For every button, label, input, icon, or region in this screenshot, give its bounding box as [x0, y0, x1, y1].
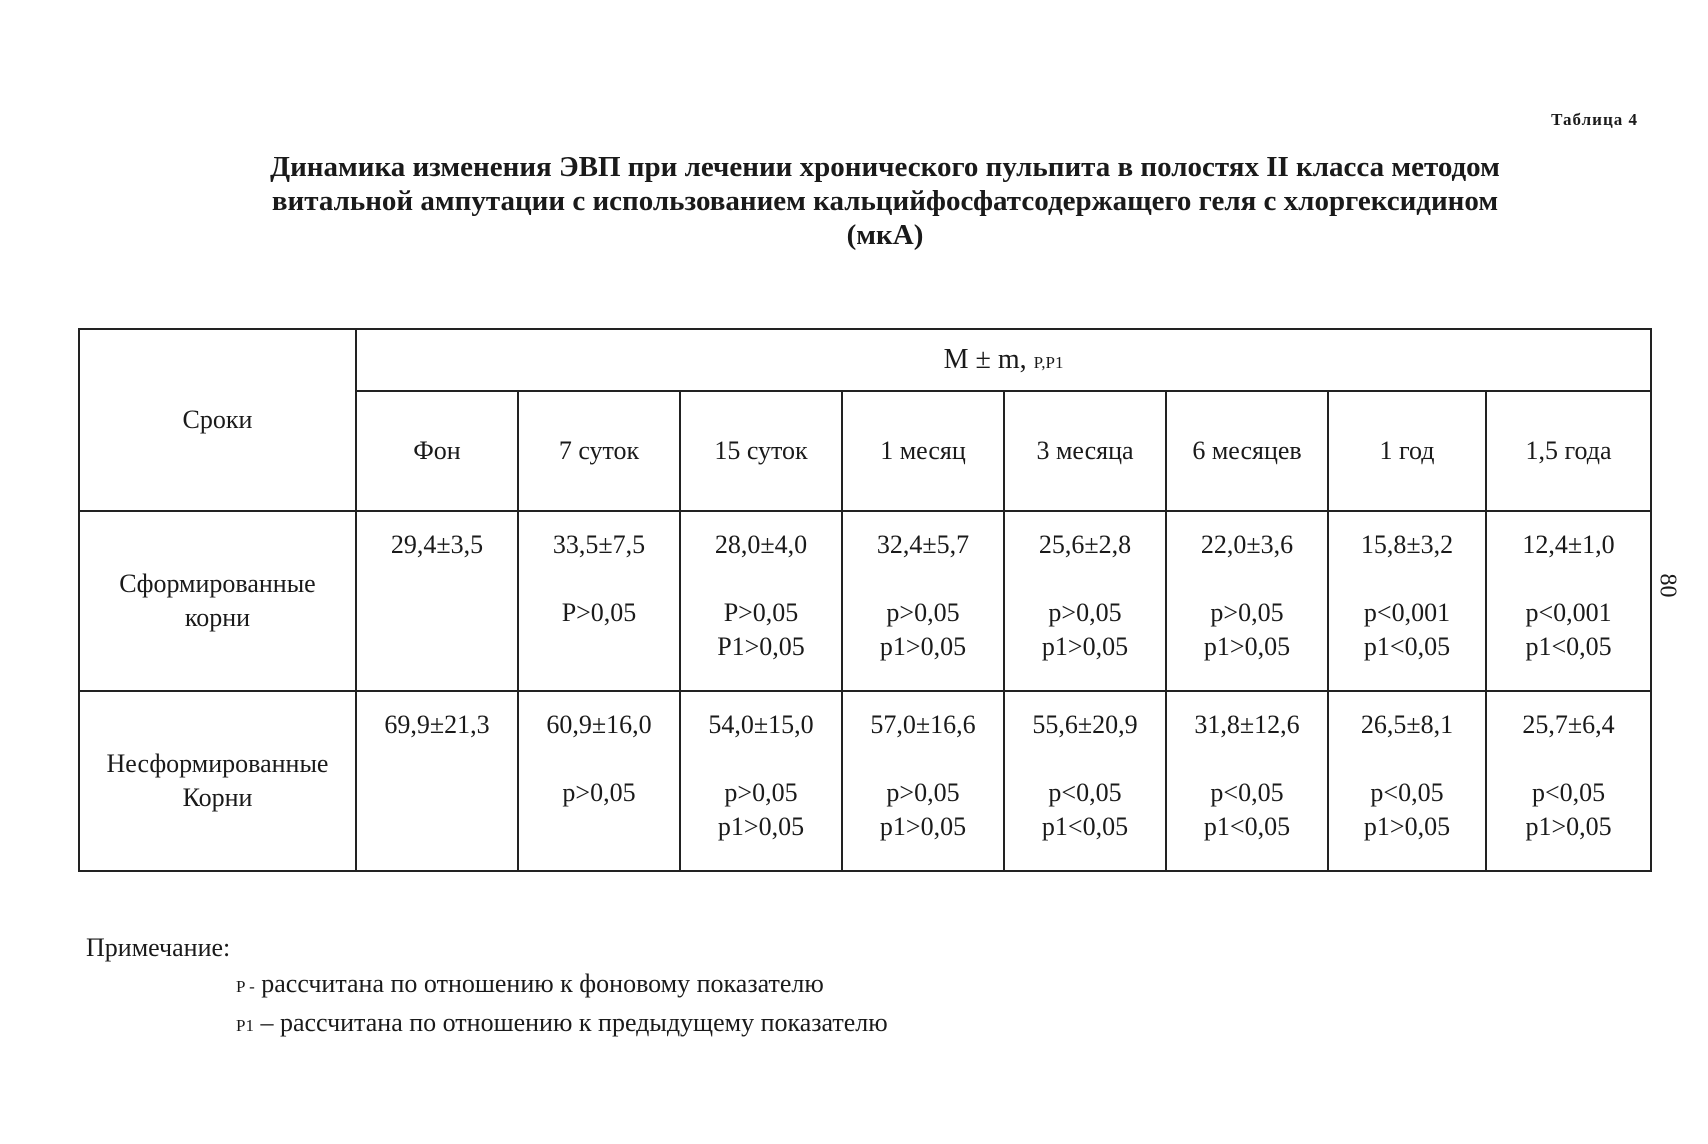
mean-value: 54,0±15,0 [708, 710, 814, 739]
mean-value: 25,6±2,8 [1038, 530, 1132, 559]
note-symbol: P - [236, 977, 255, 996]
table-row [79, 691, 1651, 871]
table-number: Таблица 4 [1551, 110, 1638, 129]
mean-value: 60,9±16,0 [546, 710, 652, 739]
p-value: P>0,05 [561, 598, 637, 627]
stat-header-label: M ± m, [943, 344, 1027, 375]
mean-value: 57,0±16,6 [870, 710, 976, 739]
p1-value: p1>0,05 [1525, 812, 1612, 841]
p1-value: P1>0,05 [717, 632, 805, 661]
p-value: p<0,001 [1363, 598, 1451, 627]
p1-value: p1<0,05 [1525, 632, 1612, 661]
p1-value: p1>0,05 [1203, 632, 1291, 661]
notes-section [86, 930, 888, 1044]
p1-value: p1>0,05 [879, 812, 967, 841]
p1-value: p1>0,05 [717, 812, 805, 841]
mean-value: 28,0±4,0 [714, 530, 808, 559]
column-header: 1 год [1328, 391, 1486, 511]
data-cell [680, 511, 842, 691]
mean-value: 22,0±3,6 [1200, 530, 1294, 559]
column-header: Фон [356, 391, 518, 511]
notes-heading: Примечание: [86, 933, 231, 962]
data-cell [356, 691, 518, 871]
mean-value: 15,8±3,2 [1360, 530, 1454, 559]
p-value: p>0,05 [886, 598, 960, 627]
p-value: p>0,05 [1048, 598, 1122, 627]
row-label-cell [79, 511, 356, 691]
p-value: p>0,05 [724, 778, 798, 807]
p-value: p>0,05 [1210, 598, 1284, 627]
p-value: p>0,05 [562, 778, 636, 807]
data-cell [1328, 691, 1486, 871]
mean-value: 12,4±1,0 [1522, 530, 1615, 559]
column-header: 3 месяца [1004, 391, 1166, 511]
data-cell [842, 511, 1004, 691]
row-label-line-2: Корни [182, 783, 253, 812]
mean-value: 69,9±21,3 [384, 710, 490, 739]
row-label-line-1: Несформированные [106, 749, 329, 778]
column-header: 15 суток [680, 391, 842, 511]
mean-value: 55,6±20,9 [1032, 710, 1138, 739]
data-cell [1486, 691, 1651, 871]
document-title [150, 150, 1620, 252]
p1-value: p1<0,05 [1203, 812, 1291, 841]
mean-value: 26,5±8,1 [1360, 710, 1454, 739]
note-text: рассчитана по отношению к фоновому показателю [254, 969, 824, 998]
column-header: 1 месяц [842, 391, 1004, 511]
data-cell [1486, 511, 1651, 691]
p-value: p<0,001 [1525, 598, 1612, 627]
data-cell [518, 691, 680, 871]
column-header: 1,5 года [1486, 391, 1651, 511]
p1-value: p1>0,05 [1363, 812, 1451, 841]
stat-header-cell [356, 329, 1651, 391]
note-item [86, 966, 888, 1005]
column-header: 6 месяцев [1166, 391, 1328, 511]
title-line-3: (мкА) [846, 219, 924, 251]
data-cell [1166, 691, 1328, 871]
column-header: 7 суток [518, 391, 680, 511]
p-value: p<0,05 [1370, 778, 1444, 807]
table-row [79, 511, 1651, 691]
title-line-1: Динамика изменения ЭВП при лечении хронического пульпита в полостях II класса методом [270, 151, 1500, 183]
row-label-cell [79, 691, 356, 871]
p-value: p>0,05 [886, 778, 960, 807]
p1-value: p1<0,05 [1363, 632, 1451, 661]
corner-header-cell [79, 329, 356, 511]
note-text: – рассчитана по отношению к предыдущему показателю [253, 1008, 888, 1037]
corner-label: Сроки [182, 405, 253, 434]
mean-value: 29,4±3,5 [390, 530, 484, 559]
p1-value: p1<0,05 [1041, 812, 1129, 841]
p-value: p<0,05 [1210, 778, 1284, 807]
page-number: 80 [1654, 573, 1681, 598]
p-value: p<0,05 [1048, 778, 1122, 807]
mean-value: 31,8±12,6 [1194, 710, 1300, 739]
mean-value: 25,7±6,4 [1522, 710, 1615, 739]
row-label-line-2: корни [184, 603, 251, 632]
data-cell [680, 691, 842, 871]
p-value: P>0,05 [723, 598, 799, 627]
results-table [78, 328, 1652, 872]
row-label-line-1: Сформированные [119, 569, 316, 598]
table-header-row [79, 329, 1651, 391]
data-cell [1004, 691, 1166, 871]
stat-header-sub: P,P1 [1033, 353, 1064, 372]
data-cell [356, 511, 518, 691]
p1-value: p1>0,05 [1041, 632, 1129, 661]
mean-value: 33,5±7,5 [552, 530, 646, 559]
note-symbol: P1 [236, 1016, 254, 1035]
data-cell [1166, 511, 1328, 691]
data-cell [518, 511, 680, 691]
mean-value: 32,4±5,7 [876, 530, 970, 559]
data-cell [842, 691, 1004, 871]
note-item [86, 1005, 888, 1044]
p-value: p<0,05 [1531, 778, 1606, 807]
data-cell [1004, 511, 1166, 691]
title-line-2: витальной ампутации с использованием кальцийфосфатсодержащего геля с хлоргексидином [271, 185, 1499, 217]
p1-value: p1>0,05 [879, 632, 967, 661]
data-cell [1328, 511, 1486, 691]
